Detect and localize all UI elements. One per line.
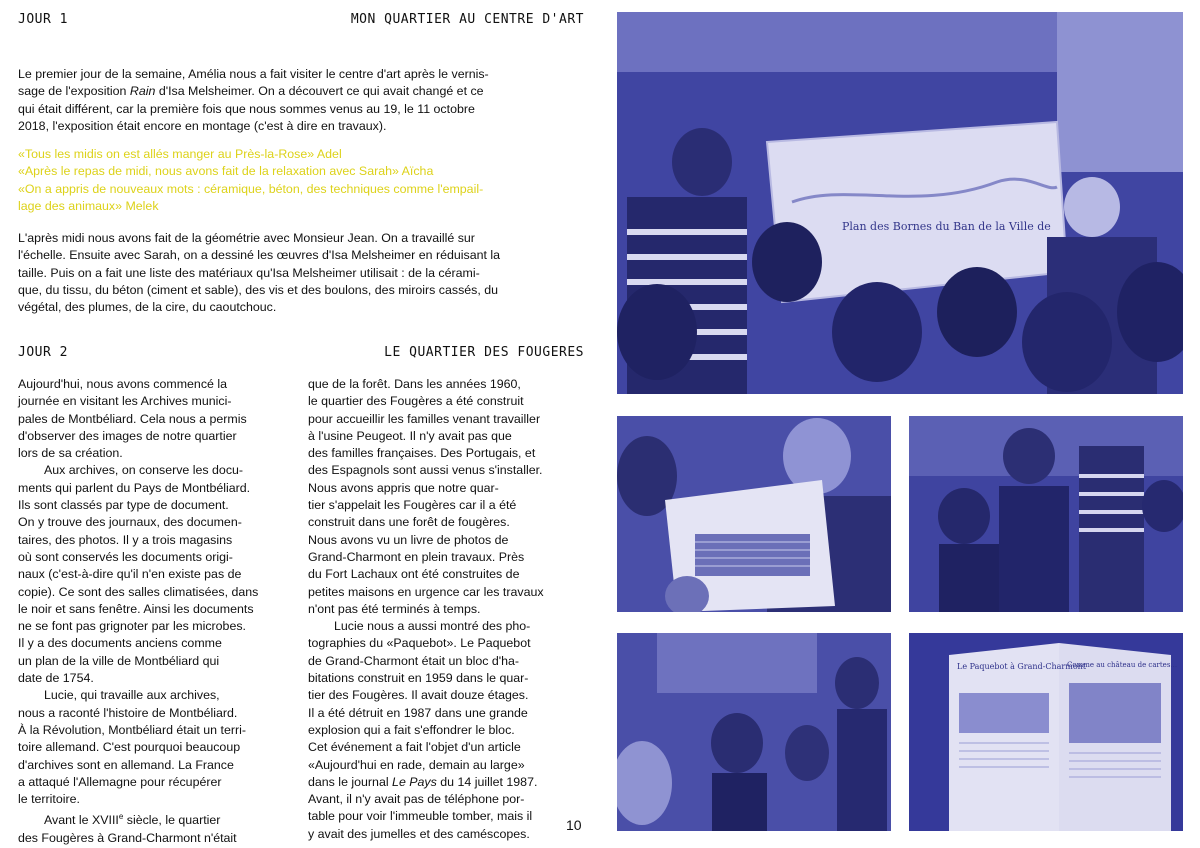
text-line: nous a raconté l'histoire de Montbéliard.	[18, 705, 238, 720]
quote-line: «On a appris de nouveaux mots : céramique, béton, des techniques comme l'empail-	[18, 181, 484, 196]
photo-archive-visit	[909, 416, 1183, 612]
quote-line: «Tous les midis on est allés manger au Près-la-Rose» Adel	[18, 147, 342, 161]
text-line: Il a été détruit en 1987 dans une grande	[308, 705, 528, 720]
newspaper-headline: Le Paquebot à Grand-Charmont	[957, 662, 1086, 671]
text-line: de Grand-Charmont était un bloc d'ha-	[308, 653, 520, 668]
text-line: Il y a des documents anciens comme	[18, 636, 222, 651]
text-line: table pour voir l'immeuble tomber, mais il	[308, 809, 533, 824]
newspaper-name: Le Pays	[392, 774, 437, 789]
text-line: n'ont pas été terminés à temps.	[308, 601, 481, 616]
photo-map-lesson	[617, 12, 1183, 394]
day1-label: JOUR 1	[18, 12, 68, 27]
afternoon-line: végétal, des plumes, de la cire, du caoutchouc.	[18, 300, 277, 315]
intro-line: sage de l'exposition Rain d'Isa Melsheimer. On a découvert ce qui avait changé et ce	[18, 84, 484, 99]
text-line: Lucie, qui travaille aux archives,	[44, 688, 220, 703]
text-line: bitations construit en 1959 dans le quar-	[308, 671, 529, 686]
text-line: ne se font pas grignoter par les microbes.	[18, 619, 246, 634]
text-line: Ils sont classés par type de document.	[18, 498, 229, 513]
text-line: Nous avons appris que notre quar-	[308, 480, 499, 495]
text-line: Lucie nous a aussi montré des pho-	[334, 619, 531, 634]
text-line: ments qui parlent du Pays de Montbéliard.	[18, 480, 251, 495]
day1-afternoon	[18, 230, 584, 316]
text-line: le territoire.	[18, 792, 80, 807]
text-line: journée en visitant les Archives munici-	[18, 394, 232, 409]
text-line: pales de Montbéliard. Cela nous a permis	[18, 411, 247, 426]
text-line: des Espagnols sont aussi venus s'installer.	[308, 463, 543, 478]
text-line: Grand-Charmont en plein travaux. Près	[308, 549, 525, 564]
text-line: copie). Ce sont des salles climatisées, dans	[18, 584, 259, 599]
day2-column-1	[18, 376, 296, 847]
photo-newspaper	[909, 633, 1183, 831]
text-line: Avant le XVIIIe siècle, le quartier	[44, 812, 221, 828]
day2-label: JOUR 2	[18, 345, 68, 360]
text-line: Cet événement a fait l'objet d'un article	[308, 740, 521, 755]
text-line: des familles françaises. Des Portugais, et	[308, 446, 536, 461]
text-line: le quartier des Fougères a été construit	[308, 394, 524, 409]
day1-quotes	[18, 146, 584, 215]
text-line: à l'usine Peugeot. Il n'y avait pas que	[308, 428, 512, 443]
day1-title: MON QUARTIER AU CENTRE D'ART	[350, 12, 584, 27]
afternoon-line: L'après midi nous avons fait de la géométrie avec Monsieur Jean. On a travaillé sur	[18, 231, 475, 245]
text-line: petites maisons en urgence car les travaux	[308, 584, 544, 599]
text-line: date de 1754.	[18, 671, 94, 686]
text-line: construit dans une forêt de fougères.	[308, 515, 510, 530]
text-line: Avant, il n'y avait pas de téléphone por-	[308, 792, 525, 807]
text-line: y avait des jumelles et des caméscopes.	[308, 826, 530, 841]
text-line: «Aujourd'hui en rade, demain au large»	[308, 757, 525, 772]
text-line: naux (c'est-à-dire qu'il n'en existe pas de	[18, 567, 242, 582]
photo-classroom	[617, 633, 891, 831]
map-title: Plan des Bornes du Ban de la Ville de	[842, 220, 1051, 233]
text-line: dans le journal Le Pays du 14 juillet 1987.	[308, 774, 538, 789]
text-line: pour accueillir les familles venant travailler	[308, 411, 541, 426]
text-line: d'archives sont en allemand. La France	[18, 757, 234, 772]
afternoon-line: taille. Puis on a fait une liste des matériaux qu'Isa Melsheimer utilisait : de la cérami-	[18, 265, 480, 280]
text-line: tier s'appelait les Fougères car il a été	[308, 498, 517, 513]
afternoon-line: l'échelle. Ensuite avec Sarah, on a dessiné les œuvres d'Isa Melsheimer en réduisant la	[18, 248, 501, 263]
text-line: explosion qui a fait s'effondrer le bloc.	[308, 722, 515, 737]
intro-line: Le premier jour de la semaine, Amélia nous a fait visiter le centre d'art après le vernis-	[18, 67, 489, 81]
text-line: où sont conservés les documents origi-	[18, 549, 233, 564]
quote-line: «Après le repas de midi, nous avons fait de la relaxation avec Sarah» Aïcha	[18, 164, 434, 179]
intro-line: 2018, l'exposition était encore en montage (c'est à dire en travaux).	[18, 118, 387, 133]
text-line: tier des Fougères. Il avait douze étages.	[308, 688, 529, 703]
text-line: le noir et sans fenêtre. Ainsi les documents	[18, 601, 254, 616]
text-line: Aux archives, on conserve les docu-	[44, 463, 244, 478]
text-line: lors de sa création.	[18, 446, 123, 461]
intro-line: qui était différent, car la première fois que nous sommes venus au 19, le 11 octobre	[18, 101, 475, 116]
text-line: que de la forêt. Dans les années 1960,	[308, 377, 521, 391]
photo-building-print	[617, 416, 891, 612]
text-line: On y trouve des journaux, des documen-	[18, 515, 242, 530]
newspaper-subheadline: Comme au château de cartes...	[1067, 661, 1178, 669]
text-line: un plan de la ville de Montbéliard qui	[18, 653, 220, 668]
text-line: a attaqué l'Allemagne pour récupérer	[18, 774, 222, 789]
day2-column-2	[308, 376, 586, 843]
afternoon-line: que, du tissu, du béton (ciment et sable), des vis et des boulons, des miroirs cassés, du	[18, 282, 499, 297]
text-line: d'observer des images de notre quartier	[18, 428, 237, 443]
text-line: toire allemand. C'est pourquoi beaucoup	[18, 740, 241, 755]
text-line: À la Révolution, Montbéliard était un terri-	[18, 722, 246, 737]
exhibition-title: Rain	[129, 84, 156, 99]
quote-line: lage des animaux» Melek	[18, 198, 159, 213]
text-line: des Fougères à Grand-Charmont n'était	[18, 830, 237, 845]
text-line: taires, des photos. Il y a trois magasins	[18, 532, 233, 547]
day2-title: LE QUARTIER DES FOUGERES	[384, 345, 584, 360]
text-line: Aujourd'hui, nous avons commencé la	[18, 377, 227, 391]
page-number: 10	[566, 817, 582, 833]
text-line: du Fort Lachaux ont été construites de	[308, 567, 520, 582]
text-line: tographies du «Paquebot». Le Paquebot	[308, 636, 531, 651]
day1-intro	[18, 66, 584, 135]
text-line: Nous avons vu un livre de photos de	[308, 532, 509, 547]
